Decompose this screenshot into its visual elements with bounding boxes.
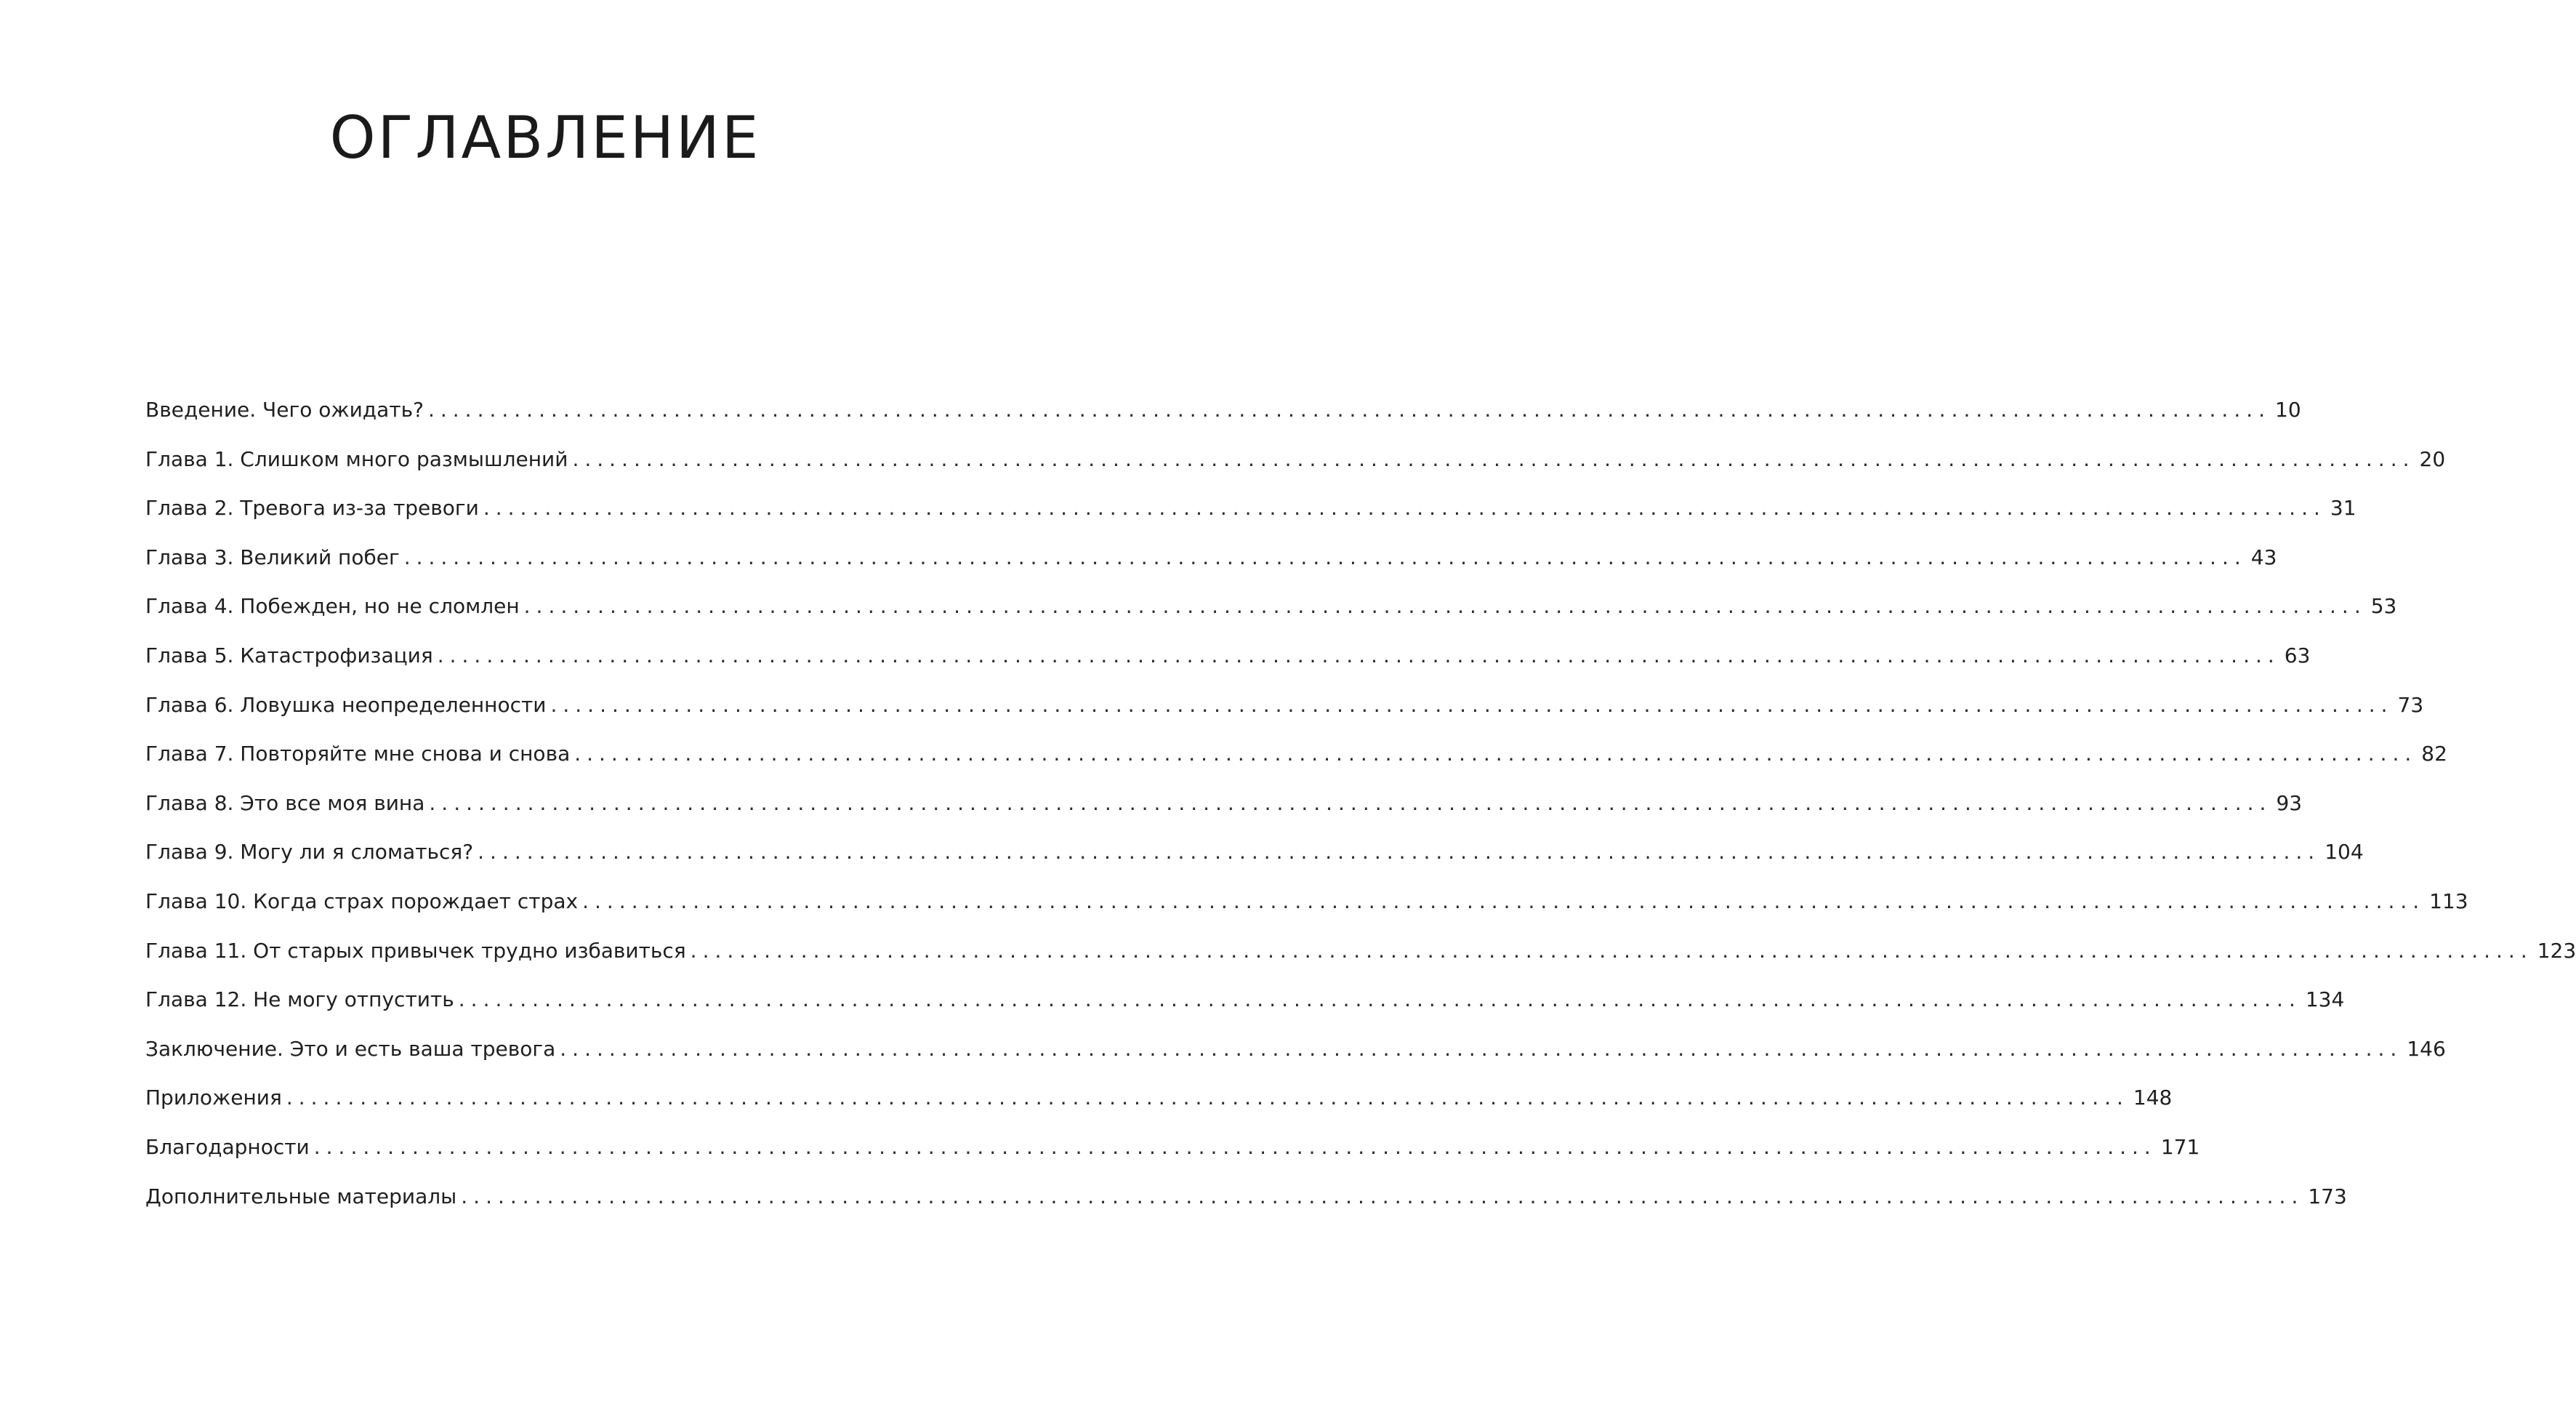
toc-entry-title: Глава 7. Повторяйте мне снова и снова	[145, 742, 571, 766]
toc-entry-title: Глава 12. Не могу отпустить	[145, 987, 454, 1012]
dot-leader: ......................................................................................................................................................	[403, 545, 2247, 569]
toc-entry	[145, 938, 2576, 990]
dot-leader: ......................................................................................................................................................	[427, 398, 2271, 422]
table-of-contents	[145, 398, 2576, 1235]
toc-entry-page: 31	[2330, 496, 2356, 521]
toc-entry	[145, 840, 2364, 891]
toc-entry	[145, 643, 2311, 695]
dot-leader: ......................................................................................................................................................	[286, 1086, 2129, 1110]
toc-entry	[145, 742, 2447, 793]
toc-entry-title: Глава 6. Ловушка неопределенности	[145, 692, 547, 717]
toc-entry	[145, 398, 2301, 449]
toc-entry-title: Глава 9. Могу ли я сломаться?	[145, 840, 474, 865]
toc-entry-page: 146	[2407, 1036, 2446, 1061]
toc-entry-title: Дополнительные материалы	[145, 1184, 457, 1208]
toc-entry-title: Благодарности	[145, 1134, 310, 1159]
toc-entry	[145, 1036, 2446, 1088]
dot-leader: ......................................................................................................................................................	[560, 1036, 2403, 1061]
dot-leader: ......................................................................................................................................................	[582, 888, 2426, 913]
dot-leader: ......................................................................................................................................................	[313, 1134, 2157, 1159]
toc-entry-page: 171	[2160, 1134, 2200, 1159]
toc-entry	[145, 1134, 2200, 1187]
toc-entry-page: 173	[2308, 1184, 2347, 1208]
toc-entry	[145, 545, 2277, 597]
toc-entry-page: 20	[2419, 446, 2446, 471]
toc-entry	[145, 987, 2345, 1039]
toc-entry-title: Глава 8. Это все моя вина	[145, 790, 425, 815]
toc-entry	[145, 888, 2468, 941]
toc-entry-page: 53	[2370, 594, 2397, 619]
dot-leader: ......................................................................................................................................................	[574, 742, 2418, 766]
dot-leader: ......................................................................................................................................................	[483, 496, 2326, 521]
toc-entry-page: 134	[2305, 987, 2345, 1012]
toc-entry-title: Глава 10. Когда страх порождает страх	[145, 888, 579, 913]
toc-entry-title: Глава 11. От старых привычек трудно избавиться	[145, 938, 686, 963]
dot-leader: ......................................................................................................................................................	[550, 692, 2394, 717]
page-title: ОГЛАВЛЕНИЕ	[329, 104, 761, 172]
dot-leader: ......................................................................................................................................................	[461, 1184, 2304, 1208]
toc-entry-page: 104	[2325, 840, 2364, 865]
dot-leader: ......................................................................................................................................................	[572, 446, 2415, 471]
dot-leader: ......................................................................................................................................................	[458, 987, 2301, 1012]
toc-entry-title: Введение. Чего ожидать?	[145, 398, 424, 422]
toc-entry-page: 73	[2397, 692, 2424, 717]
toc-entry-title: Глава 2. Тревога из-за тревоги	[145, 496, 479, 521]
toc-entry-title: Глава 5. Катастрофизация	[145, 643, 433, 667]
toc-entry	[145, 1184, 2347, 1236]
toc-entry-page: 10	[2275, 398, 2301, 422]
dot-leader: ......................................................................................................................................................	[690, 938, 2533, 963]
toc-entry-title: Глава 4. Побежден, но не сломлен	[145, 594, 520, 619]
toc-entry	[145, 594, 2397, 646]
toc-entry-page: 148	[2133, 1086, 2173, 1110]
dot-leader: ......................................................................................................................................................	[429, 790, 2272, 815]
toc-entry-page: 63	[2284, 643, 2311, 667]
toc-entry-title: Заключение. Это и есть ваша тревога	[145, 1036, 556, 1061]
dot-leader: ......................................................................................................................................................	[437, 643, 2280, 667]
dot-leader: ......................................................................................................................................................	[478, 840, 2321, 865]
toc-entry-title: Глава 3. Великий побег	[145, 545, 400, 569]
toc-entry	[145, 446, 2446, 499]
toc-entry-title: Приложения	[145, 1086, 282, 1110]
toc-entry-page: 82	[2421, 742, 2447, 766]
toc-entry-title: Глава 1. Слишком много размышлений	[145, 446, 568, 471]
toc-entry-page: 113	[2429, 888, 2468, 913]
toc-entry	[145, 1086, 2173, 1137]
toc-entry	[145, 692, 2424, 745]
toc-entry-page: 93	[2276, 790, 2303, 815]
toc-entry	[145, 790, 2303, 843]
toc-entry	[145, 496, 2356, 547]
toc-entry-page: 43	[2250, 545, 2277, 569]
dot-leader: ......................................................................................................................................................	[523, 594, 2367, 619]
toc-entry-page: 123	[2537, 938, 2576, 963]
